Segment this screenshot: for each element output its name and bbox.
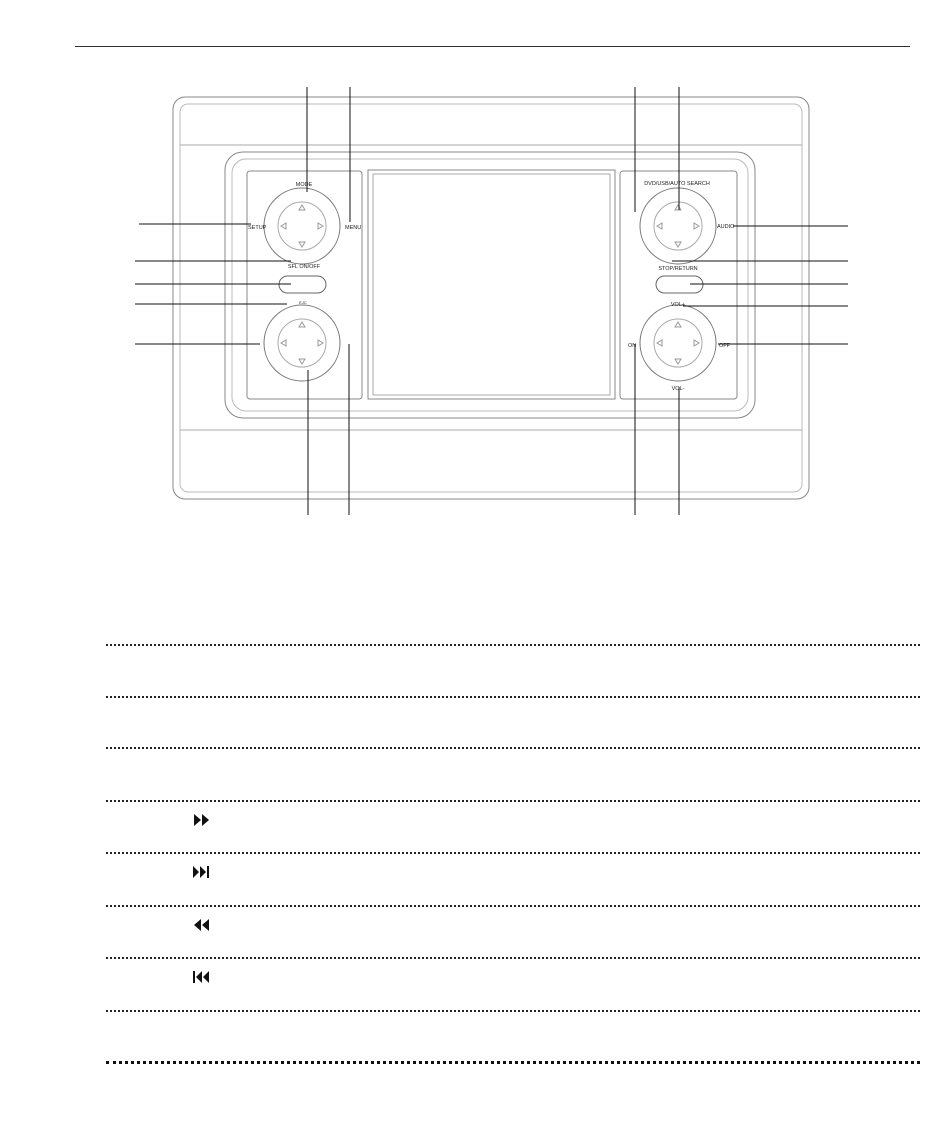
table-row-divider (106, 696, 920, 698)
table-row-divider (106, 905, 920, 907)
faceplate-inner (232, 159, 748, 411)
faceplate-outline (225, 152, 755, 418)
table-row-divider (106, 852, 920, 854)
display-screen (373, 174, 610, 395)
callout-lines (135, 87, 848, 515)
left-playback-dial (264, 305, 340, 381)
next-track-icon (192, 864, 212, 880)
right-volume-dial (640, 305, 716, 381)
label-on: ON (628, 343, 637, 349)
table-row-divider (106, 800, 920, 802)
label-setup: SETUP (248, 225, 267, 231)
label-audio: AUDIO (717, 224, 735, 230)
fast-forward-icon (192, 812, 212, 828)
label-vol-minus: VOL- (671, 386, 685, 392)
control-panel-diagram (0, 0, 950, 560)
label-menu: MENU (345, 225, 362, 231)
label-eject-left: EJC (299, 300, 307, 305)
left-nav-dial (264, 188, 340, 264)
housing-outline (173, 97, 809, 499)
housing-inner-outline (180, 104, 802, 492)
label-dvd-usb-auto-search: DVD/USB/AUTO SEARCH (644, 181, 710, 187)
rewind-icon (192, 917, 212, 933)
label-vol-plus: VOL+ (670, 302, 686, 308)
display-screen-frame (368, 170, 615, 399)
table-row-divider (106, 644, 920, 646)
left-control-panel (247, 171, 362, 399)
table-bottom-divider (106, 1061, 920, 1064)
table-row-divider (106, 957, 920, 959)
label-mode: MODE (295, 182, 313, 188)
right-nav-dial (640, 188, 716, 264)
label-off: OFF (719, 343, 730, 349)
previous-track-icon (192, 969, 212, 985)
table-row-divider (106, 1010, 920, 1012)
label-stop-return: STOP/RETURN (658, 266, 698, 272)
label-sfl-onoff: SFL ON/OFF (287, 264, 321, 270)
table-row-divider (106, 747, 920, 749)
